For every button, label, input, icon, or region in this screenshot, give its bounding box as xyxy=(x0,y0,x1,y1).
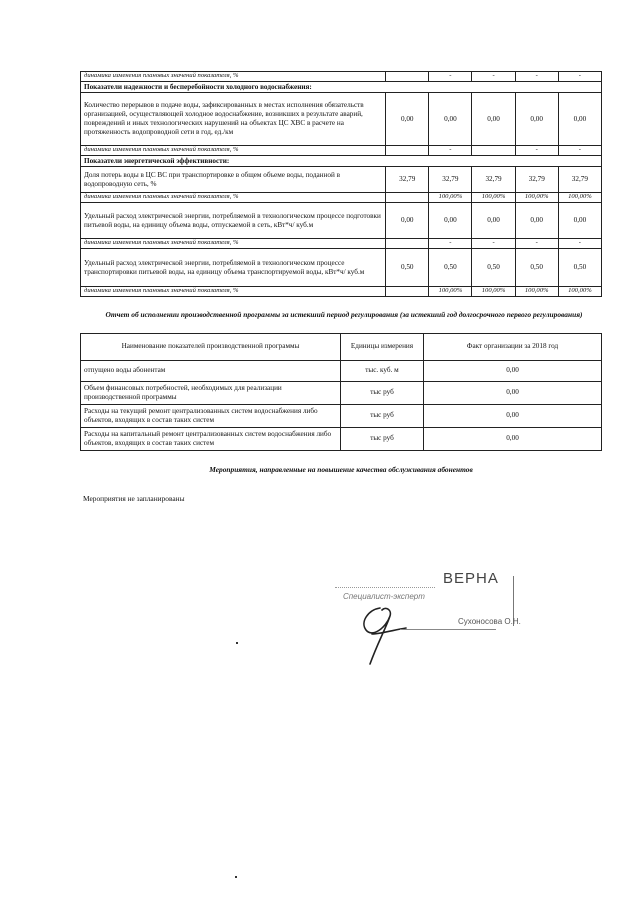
value-cell: 0,50 xyxy=(386,249,429,287)
value-cell: 0,00 xyxy=(424,405,602,428)
value-cell: 32,79 xyxy=(515,167,558,193)
row-label: Количество перерывов в подаче воды, зафиксированных в местах исполнения обязательств организацией, осуществляющей холодное водоснабжение, возникших в результате аварий, повреждений и иных технологических нарушений на объектах ЦС ХВС в расчете на протяженность водопроводной сети в год, ед./км xyxy=(81,93,386,146)
row-label: динамика изменения плановых значений показателя, % xyxy=(81,193,386,203)
table-row xyxy=(81,249,602,287)
report-table xyxy=(80,333,602,451)
table-row xyxy=(81,239,602,249)
value-cell xyxy=(386,146,429,156)
value-cell: 32,79 xyxy=(429,167,472,193)
signature-line xyxy=(400,629,496,630)
table-row xyxy=(81,361,602,382)
section-row xyxy=(81,82,602,93)
section-row xyxy=(81,156,602,167)
value-cell: 100,00% xyxy=(558,193,601,203)
indicators-table xyxy=(80,71,602,297)
value-cell: - xyxy=(429,72,472,82)
value-cell: 100,00% xyxy=(558,287,601,297)
value-cell: 0,00 xyxy=(558,203,601,239)
value-cell: 100,00% xyxy=(472,193,515,203)
value-cell: 0,50 xyxy=(429,249,472,287)
handwritten-signature xyxy=(350,598,410,668)
value-cell: 0,00 xyxy=(515,93,558,146)
column-header: Наименование показателей производственной программы xyxy=(81,334,341,361)
row-label: Доля потерь воды в ЦС ВС при транспортировке в общем объеме воды, поданной в водопроводную сеть, % xyxy=(81,167,386,193)
table-row xyxy=(81,382,602,405)
table-row xyxy=(81,146,602,156)
row-label: Объем финансовых потребностей, необходимых для реализации производственной программы xyxy=(81,382,341,405)
stamp-word: ВЕРНА xyxy=(443,570,499,587)
value-cell: 100,00% xyxy=(429,193,472,203)
row-label: динамика изменения плановых значений показателя, % xyxy=(81,146,386,156)
report-title: Отчет об исполнении производственной программы за истекший период регулирования (за истекший год долгосрочного первого регулирования) xyxy=(105,310,583,319)
value-cell xyxy=(386,287,429,297)
value-cell: - xyxy=(558,239,601,249)
value-cell: 32,79 xyxy=(472,167,515,193)
value-cell xyxy=(386,193,429,203)
section-heading: Показатели энергетической эффективности: xyxy=(81,156,602,167)
table-row xyxy=(81,167,602,193)
value-cell: 32,79 xyxy=(558,167,601,193)
value-cell: - xyxy=(558,72,601,82)
table-row xyxy=(81,405,602,428)
row-label: Расходы на текущий ремонт централизованных систем водоснабжения либо объектов, входящих в состав таких систем xyxy=(81,405,341,428)
value-cell: 0,00 xyxy=(515,203,558,239)
unit-cell: тыс. куб. м xyxy=(341,361,424,382)
value-cell xyxy=(386,72,429,82)
value-cell: 100,00% xyxy=(515,193,558,203)
value-cell: - xyxy=(515,72,558,82)
value-cell: 0,50 xyxy=(472,249,515,287)
stamp-faint-text xyxy=(335,578,435,588)
value-cell: 100,00% xyxy=(515,287,558,297)
unit-cell: тыс руб xyxy=(341,428,424,451)
section-heading: Показатели надежности и бесперебойности холодного водоснабжения: xyxy=(81,82,602,93)
value-cell: 0,00 xyxy=(429,93,472,146)
column-header: Единицы измерения xyxy=(341,334,424,361)
scan-speck xyxy=(236,642,238,644)
value-cell: 0,00 xyxy=(472,203,515,239)
signer-name: Сухоносова О.Н. xyxy=(458,617,521,626)
table-row xyxy=(81,428,602,451)
value-cell: - xyxy=(472,72,515,82)
row-label: Удельный расход электрической энергии, потребляемой в технологическом процессе транспортировки питьевой воды, на единицу объема транспортируемой воды, кВт*ч/ куб.м xyxy=(81,249,386,287)
value-cell: 0,00 xyxy=(424,382,602,405)
value-cell: 0,00 xyxy=(429,203,472,239)
row-label: Удельный расход электрической энергии, потребляемой в технологическом процессе подготовки питьевой воды, на единицу объема воды, отпускаемой в сеть, кВт*ч/ куб.м xyxy=(81,203,386,239)
measures-text: Мероприятия не запланированы xyxy=(83,494,185,503)
scan-speck xyxy=(235,876,237,878)
row-label: отпущено воды абонентам xyxy=(81,361,341,382)
value-cell: 0,00 xyxy=(558,93,601,146)
value-cell: 100,00% xyxy=(472,287,515,297)
row-label: Расходы на капитальный ремонт централизованных систем водоснабжения либо объектов, входящих в состав таких систем xyxy=(81,428,341,451)
stamp-position: Специалист-эксперт xyxy=(343,592,425,601)
measures-title: Мероприятия, направленные на повышение качества обслуживания абонентов xyxy=(209,465,473,474)
value-cell: - xyxy=(472,239,515,249)
table-row xyxy=(81,93,602,146)
value-cell: - xyxy=(429,146,472,156)
row-label: динамика изменения плановых значений показателя, % xyxy=(81,239,386,249)
table-row xyxy=(81,72,602,82)
value-cell xyxy=(472,146,515,156)
value-cell: 32,79 xyxy=(386,167,429,193)
value-cell: 0,00 xyxy=(424,361,602,382)
header-row xyxy=(81,334,602,361)
value-cell: 0,00 xyxy=(386,93,429,146)
unit-cell: тыс руб xyxy=(341,382,424,405)
unit-cell: тыс руб xyxy=(341,405,424,428)
value-cell: 0,00 xyxy=(386,203,429,239)
value-cell: 0,50 xyxy=(558,249,601,287)
value-cell: 0,50 xyxy=(515,249,558,287)
row-label: динамика изменения плановых значений показателя, % xyxy=(81,72,386,82)
value-cell: - xyxy=(558,146,601,156)
row-label: динамика изменения плановых значений показателя, % xyxy=(81,287,386,297)
value-cell: 0,00 xyxy=(472,93,515,146)
table-row xyxy=(81,193,602,203)
column-header: Факт организации за 2018 год xyxy=(424,334,602,361)
value-cell: - xyxy=(515,239,558,249)
value-cell: 100,00% xyxy=(429,287,472,297)
table-row xyxy=(81,287,602,297)
table-row xyxy=(81,203,602,239)
value-cell: 0,00 xyxy=(424,428,602,451)
value-cell: - xyxy=(515,146,558,156)
value-cell: - xyxy=(429,239,472,249)
value-cell xyxy=(386,239,429,249)
